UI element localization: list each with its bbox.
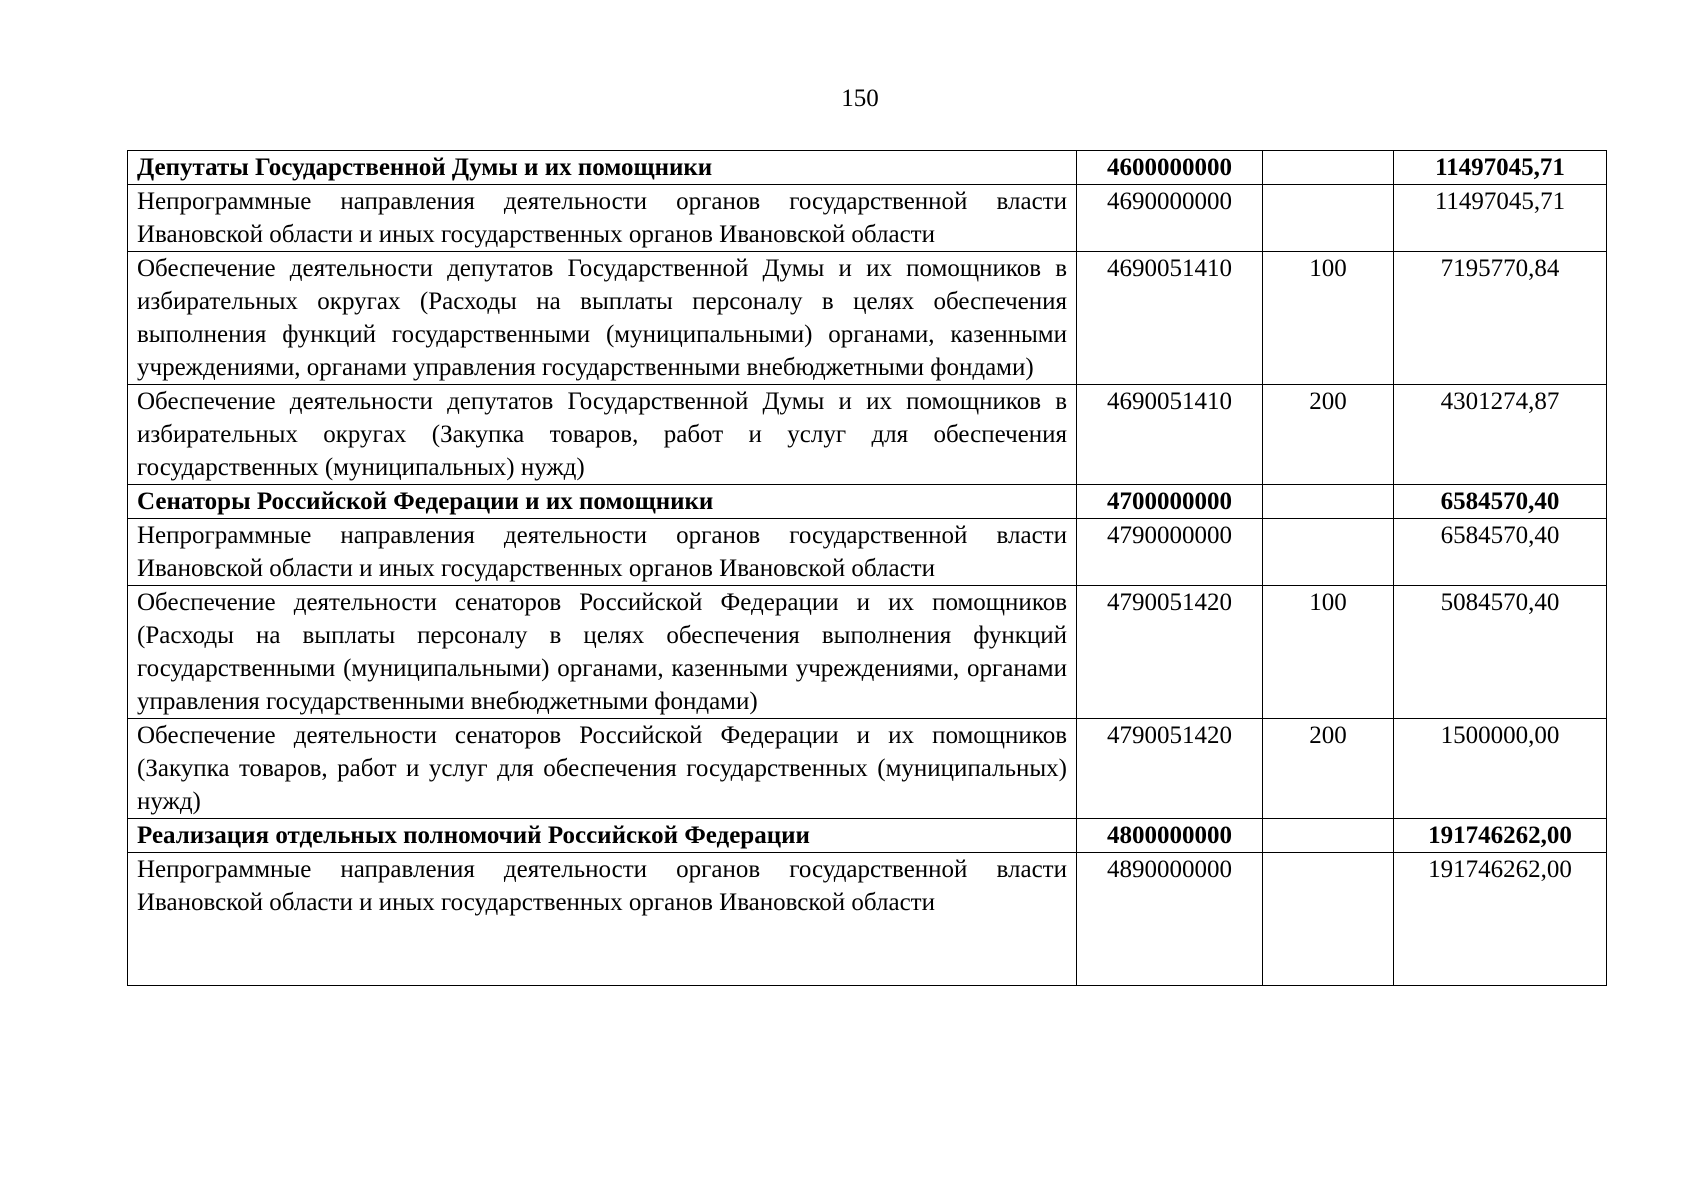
row-code: 4800000000 [1077, 819, 1263, 853]
row-sum: 4301274,87 [1394, 385, 1607, 485]
table-row [128, 385, 1607, 485]
row-type: 100 [1263, 252, 1394, 385]
row-type: 100 [1263, 586, 1394, 719]
row-sum: 6584570,40 [1394, 519, 1607, 586]
row-sum: 5084570,40 [1394, 586, 1607, 719]
row-code: 4790051420 [1077, 719, 1263, 819]
row-type [1263, 185, 1394, 252]
table-row-section [128, 819, 1607, 853]
budget-table [127, 150, 1607, 986]
table-row [128, 252, 1607, 385]
row-code: 4690051410 [1077, 385, 1263, 485]
row-type [1263, 519, 1394, 586]
table-row [128, 853, 1607, 986]
row-type: 200 [1263, 719, 1394, 819]
page-number: 150 [841, 85, 879, 112]
row-code: 4600000000 [1077, 151, 1263, 185]
row-type [1263, 853, 1394, 986]
row-type [1263, 151, 1394, 185]
row-name: Непрограммные направления деятельности органов государственной власти Ивановской области и иных государственных органов Ивановской области [128, 853, 1077, 986]
row-sum: 11497045,71 [1394, 185, 1607, 252]
row-sum: 11497045,71 [1394, 151, 1607, 185]
row-name: Сенаторы Российской Федерации и их помощники [128, 485, 1077, 519]
table-row-section [128, 151, 1607, 185]
row-code: 4690051410 [1077, 252, 1263, 385]
row-name: Непрограммные направления деятельности органов государственной власти Ивановской области и иных государственных органов Ивановской области [128, 185, 1077, 252]
row-code: 4890000000 [1077, 853, 1263, 986]
row-code: 4790051420 [1077, 586, 1263, 719]
row-code: 4700000000 [1077, 485, 1263, 519]
row-type [1263, 485, 1394, 519]
row-sum: 191746262,00 [1394, 853, 1607, 986]
table-row [128, 519, 1607, 586]
row-type: 200 [1263, 385, 1394, 485]
row-code: 4690000000 [1077, 185, 1263, 252]
row-name: Обеспечение деятельности депутатов Государственной Думы и их помощников в избирательных округах (Расходы на выплаты персоналу в целях обеспечения выполнения функций государственными (муниципальными) органами, казенными учреждениями, органами управления государственными внебюджетными фондами) [128, 252, 1077, 385]
row-name: Обеспечение деятельности депутатов Государственной Думы и их помощников в избирательных округах (Закупка товаров, работ и услуг для обеспечения государственных (муниципальных) нужд) [128, 385, 1077, 485]
table-row [128, 586, 1607, 719]
row-name: Обеспечение деятельности сенаторов Российской Федерации и их помощников (Расходы на выплаты персоналу в целях обеспечения выполнения функций государственными (муниципальными) органами, казенными учреждениями, органами управления государственными внебюджетными фондами) [128, 586, 1077, 719]
row-name: Депутаты Государственной Думы и их помощники [128, 151, 1077, 185]
row-name: Непрограммные направления деятельности органов государственной власти Ивановской области и иных государственных органов Ивановской области [128, 519, 1077, 586]
row-type [1263, 819, 1394, 853]
row-name: Обеспечение деятельности сенаторов Российской Федерации и их помощников (Закупка товаров, работ и услуг для обеспечения государственных (муниципальных) нужд) [128, 719, 1077, 819]
row-sum: 1500000,00 [1394, 719, 1607, 819]
row-code: 4790000000 [1077, 519, 1263, 586]
row-sum: 6584570,40 [1394, 485, 1607, 519]
table-row [128, 719, 1607, 819]
row-sum: 191746262,00 [1394, 819, 1607, 853]
table-row [128, 185, 1607, 252]
row-sum: 7195770,84 [1394, 252, 1607, 385]
row-name: Реализация отдельных полномочий Российской Федерации [128, 819, 1077, 853]
table-row-section [128, 485, 1607, 519]
